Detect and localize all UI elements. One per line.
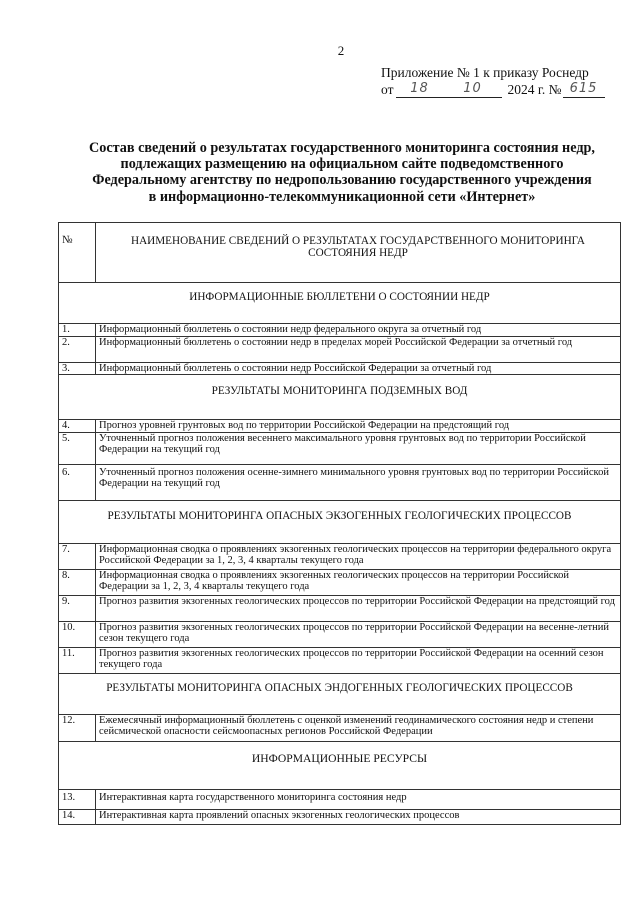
- table-row: [59, 714, 621, 741]
- header-num: №: [59, 223, 96, 283]
- section-row: [59, 375, 621, 420]
- table-row: [59, 789, 621, 809]
- item-text: Прогноз уровней грунтовых вод по территории Российской Федерации на предстоящий год: [96, 420, 621, 433]
- title-line: Состав сведений о результатах государственного мониторинга состояния недр,: [89, 140, 595, 156]
- item-number: 4.: [59, 420, 96, 433]
- appendix-block: [381, 64, 605, 98]
- item-number: 1.: [59, 324, 96, 337]
- item-text: Прогноз развития экзогенных геологических процессов по территории Российской Федерации на предстоящий год: [96, 595, 621, 621]
- item-number: 13.: [59, 789, 96, 809]
- item-number: 3.: [59, 362, 96, 375]
- table-row: [59, 420, 621, 433]
- item-number: 14.: [59, 809, 96, 824]
- item-number: 11.: [59, 647, 96, 673]
- title-line: подлежащих размещению на официальном сайте подведомственного: [120, 156, 564, 173]
- date-month: 10: [463, 81, 482, 96]
- page-number: 2: [337, 43, 345, 58]
- table-row: [59, 336, 621, 362]
- item-number: 2.: [59, 336, 96, 362]
- item-text: Информационная сводка о проявлениях экзогенных геологических процессов на территории федерального округа Российской Федерации за 1, 2, 3, 4 кварталы текущего года: [96, 543, 621, 569]
- section-title: ИНФОРМАЦИОННЫЕ РЕСУРСЫ: [59, 741, 621, 789]
- item-text: Информационный бюллетень о состоянии недр в пределах морей Российской Федерации за отчетный год: [96, 336, 621, 362]
- appendix-line: Приложение № 1 к приказу Роснедр: [381, 65, 589, 80]
- item-text: Уточненный прогноз положения весеннего максимального уровня грунтовых вод по территории Российской Федерации на текущий год: [96, 432, 621, 464]
- year-text: 2024 г. №: [507, 82, 562, 97]
- section-row: [59, 500, 621, 543]
- item-text: Прогноз развития экзогенных геологических процессов по территории Российской Федерации на весенне-летний сезон текущего года: [96, 621, 621, 647]
- table-row: [59, 569, 621, 595]
- section-title: ИНФОРМАЦИОННЫЕ БЮЛЛЕТЕНИ О СОСТОЯНИИ НЕДР: [59, 283, 621, 324]
- table-row: [59, 809, 621, 824]
- section-title: РЕЗУЛЬТАТЫ МОНИТОРИНГА ПОДЗЕМНЫХ ВОД: [59, 375, 621, 420]
- item-text: Информационный бюллетень о состоянии недр Российской Федерации за отчетный год: [96, 362, 621, 375]
- table-row: [59, 362, 621, 375]
- section-row: [59, 673, 621, 714]
- item-text: Уточненный прогноз положения осенне-зимнего минимального уровня грунтовых вод по территории Российской Федерации на текущий год: [96, 464, 621, 500]
- item-number: 6.: [59, 464, 96, 500]
- title-line: Федеральному агентству по недропользованию государственного учреждения: [92, 172, 592, 189]
- section-title: РЕЗУЛЬТАТЫ МОНИТОРИНГА ОПАСНЫХ ЭНДОГЕННЫХ ГЕОЛОГИЧЕСКИХ ПРОЦЕССОВ: [59, 673, 621, 714]
- table-row: [59, 621, 621, 647]
- order-number: 615: [569, 81, 598, 96]
- item-text: Интерактивная карта проявлений опасных экзогенных геологических процессов: [96, 809, 621, 824]
- item-number: 5.: [59, 432, 96, 464]
- table-row: [59, 464, 621, 500]
- section-title: РЕЗУЛЬТАТЫ МОНИТОРИНГА ОПАСНЫХ ЭКЗОГЕННЫХ ГЕОЛОГИЧЕСКИХ ПРОЦЕССОВ: [59, 500, 621, 543]
- date-day: 18: [410, 81, 429, 96]
- from-label: от: [381, 82, 394, 97]
- appendix-date-line: [381, 81, 605, 98]
- results-table: [58, 222, 621, 825]
- order-number-blank: [563, 82, 605, 98]
- item-text: Прогноз развития экзогенных геологических процессов по территории Российской Федерации на осенний сезон текущего года: [96, 647, 621, 673]
- table-row: [59, 647, 621, 673]
- date-month-blank: [442, 82, 502, 98]
- item-number: 8.: [59, 569, 96, 595]
- header-name: НАИМЕНОВАНИЕ СВЕДЕНИЙ О РЕЗУЛЬТАТАХ ГОСУДАРСТВЕННОГО МОНИТОРИНГА СОСТОЯНИЯ НЕДР: [96, 223, 621, 283]
- section-row: [59, 741, 621, 789]
- document-title: [62, 140, 622, 205]
- item-number: 9.: [59, 595, 96, 621]
- title-line: в информационно-телекоммуникационной сети «Интернет»: [148, 188, 536, 205]
- item-text: Ежемесячный информационный бюллетень с оценкой изменений геодинамического состояния недр и степени сейсмической опасности сейсмоопасных регионов Российской Федерации: [96, 714, 621, 741]
- table-header-row: [59, 223, 621, 283]
- table-row: [59, 595, 621, 621]
- table-row: [59, 432, 621, 464]
- item-number: 12.: [59, 714, 96, 741]
- item-text: Информационная сводка о проявлениях экзогенных геологических процессов на территории Российской Федерации за 1, 2, 3, 4 кварталы текущего года: [96, 569, 621, 595]
- table-row: [59, 324, 621, 337]
- date-day-blank: [396, 82, 442, 98]
- item-number: 7.: [59, 543, 96, 569]
- section-row: [59, 283, 621, 324]
- item-text: Информационный бюллетень о состоянии недр федерального округа за отчетный год: [96, 324, 621, 337]
- item-text: Интерактивная карта государственного мониторинга состояния недр: [96, 789, 621, 809]
- table-row: [59, 543, 621, 569]
- item-number: 10.: [59, 621, 96, 647]
